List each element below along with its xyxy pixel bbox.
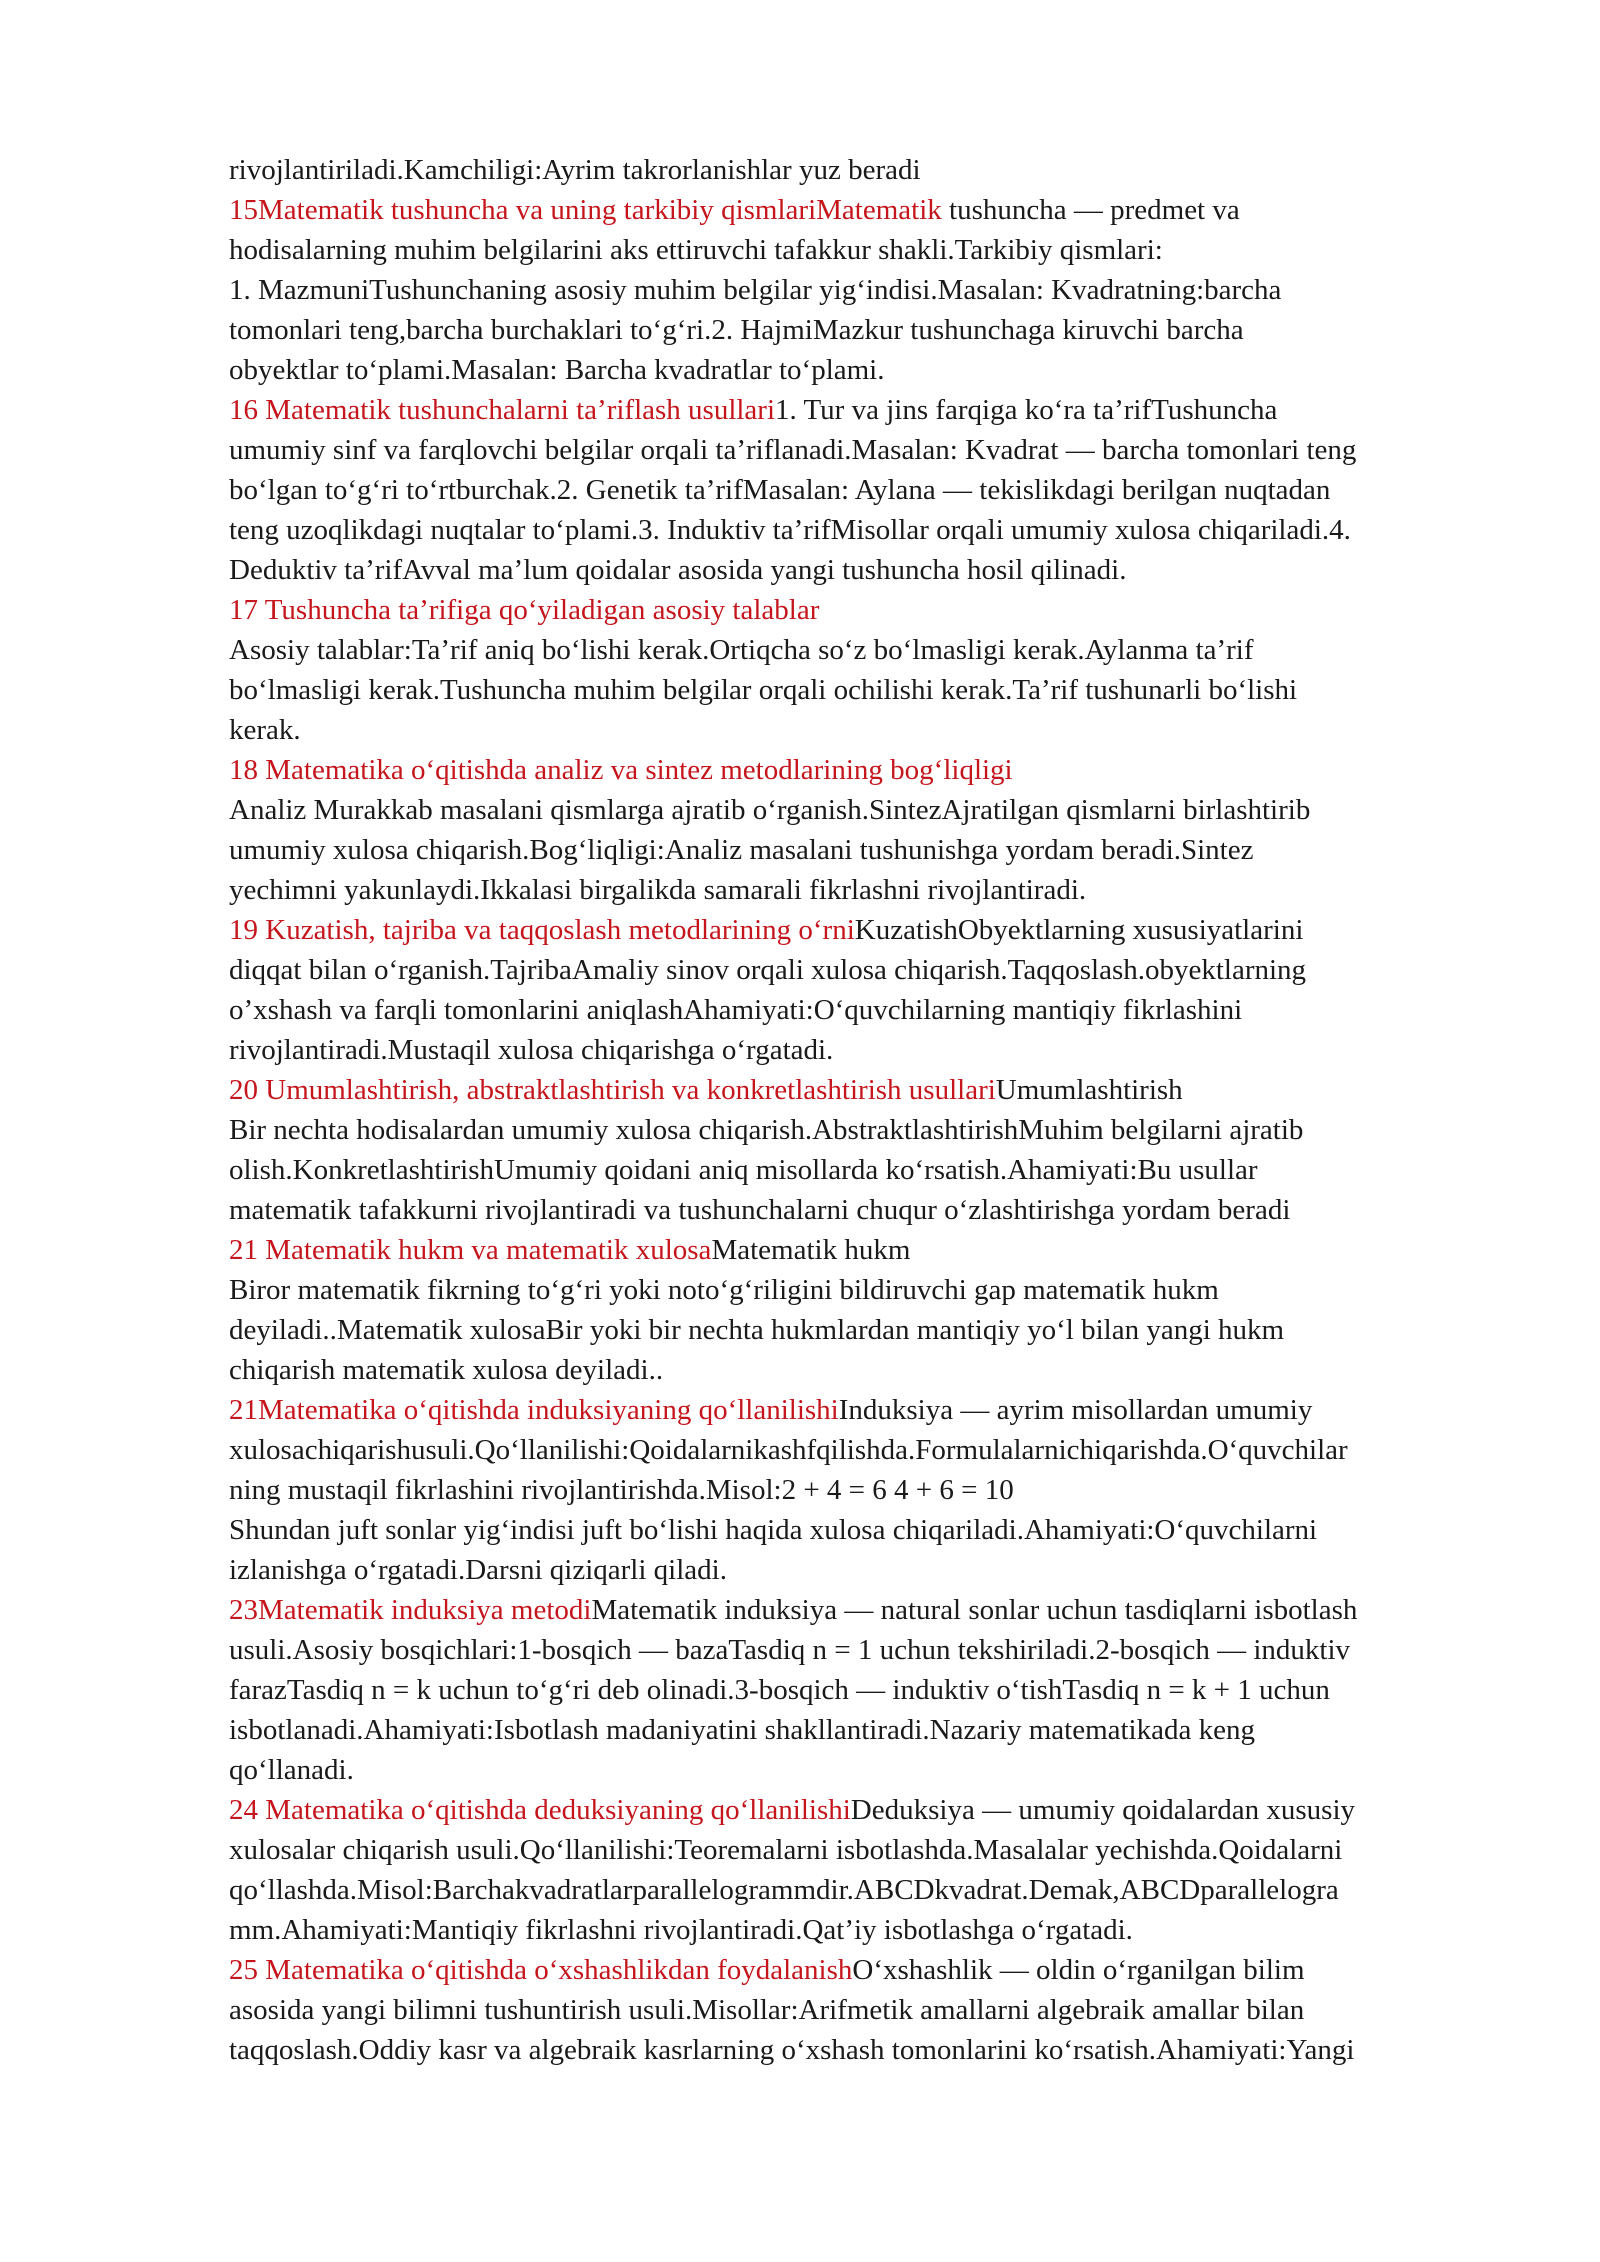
body-text: diqqat bilan o‘rganish.TajribaAmaliy sinov orqali xulosa chiqarish.Taqqoslash.obyektlarning	[229, 954, 1307, 986]
text-line	[229, 1310, 1589, 1350]
text-line	[229, 950, 1589, 990]
section-heading: 19 Kuzatish, tajriba va taqqoslash metodlarining o‘rni	[229, 914, 855, 946]
body-text: Matematik hukm	[711, 1234, 911, 1266]
body-text: Matematik induksiya — natural sonlar uchun tasdiqlarni isbotlash	[591, 1594, 1358, 1626]
text-line	[229, 1270, 1589, 1310]
text-line	[229, 990, 1589, 1030]
body-text: Biror matematik fikrning to‘g‘ri yoki noto‘g‘riligini bildiruvchi gap matematik hukm	[229, 1274, 1219, 1306]
section-heading: 24 Matematika o‘qitishda deduksiyaning qo‘llanilishi	[229, 1794, 851, 1826]
text-line	[229, 1030, 1589, 1070]
text-line	[229, 1470, 1589, 1510]
section-heading: 21Matematika o‘qitishda induksiyaning qo‘llanilishi	[229, 1394, 839, 1426]
text-line	[229, 270, 1589, 310]
body-text: tushuncha — predmet va	[941, 194, 1240, 226]
text-line	[229, 710, 1589, 750]
text-line	[229, 350, 1589, 390]
body-text: Deduktiv ta’rifAvval ma’lum qoidalar asosida yangi tushuncha hosil qilinadi.	[229, 554, 1127, 586]
body-text: Umumlashtirish	[995, 1074, 1183, 1106]
body-text: O‘xshashlik — oldin o‘rganilgan bilim	[852, 1954, 1305, 1986]
section-heading: 17 Tushuncha ta’rifiga qo‘yiladigan asosiy talablar	[229, 594, 820, 626]
body-text: bo‘lmasligi kerak.Tushuncha muhim belgilar orqali ochilishi kerak.Ta’rif tushunarli bo‘lishi	[229, 674, 1298, 706]
body-text: qo‘llanadi.	[229, 1754, 354, 1786]
body-text: farazTasdiq n = k uchun to‘g‘ri deb olinadi.3-bosqich — induktiv o‘tishTasdiq n = k + 1 uchun	[229, 1674, 1330, 1706]
section-heading: 20 Umumlashtirish, abstraktlashtirish va konkretlashtirish usullari	[229, 1074, 996, 1106]
text-line	[229, 1990, 1589, 2030]
text-line	[229, 830, 1589, 870]
text-line	[229, 1950, 1589, 1990]
text-line	[229, 1590, 1589, 1630]
section-heading: 21 Matematik hukm va matematik xulosa	[229, 1234, 712, 1266]
text-line	[229, 630, 1589, 670]
body-text: Bir nechta hodisalardan umumiy xulosa chiqarish.AbstraktlashtirishMuhim belgilarni ajratib	[229, 1114, 1304, 1146]
body-text: yechimni yakunlaydi.Ikkalasi birgalikda samarali fikrlashni rivojlantiradi.	[229, 874, 1087, 906]
text-line	[229, 430, 1589, 470]
body-text: kerak.	[229, 714, 301, 746]
text-line	[229, 1070, 1589, 1110]
text-line	[229, 470, 1589, 510]
text-line	[229, 1750, 1589, 1790]
text-line	[229, 2030, 1589, 2070]
text-line	[229, 1150, 1589, 1190]
body-text: matematik tafakkurni rivojlantiradi va tushunchalarni chuqur o‘zlashtirishga yordam beradi	[229, 1194, 1291, 1226]
body-text: ning mustaqil fikrlashini rivojlantirishda.Misol:2 + 4 = 6 4 + 6 = 10	[229, 1474, 1014, 1506]
text-line	[229, 1670, 1589, 1710]
body-text: umumiy sinf va farqlovchi belgilar orqali ta’riflanadi.Masalan: Kvadrat — barcha tomonlari teng	[229, 434, 1357, 466]
text-line	[229, 1190, 1589, 1230]
text-line	[229, 1230, 1589, 1270]
body-text: Shundan juft sonlar yig‘indisi juft bo‘lishi haqida xulosa chiqariladi.Ahamiyati:O‘quvchilarni	[229, 1514, 1318, 1546]
text-line	[229, 1870, 1589, 1910]
body-text: Analiz Murakkab masalani qismlarga ajratib o‘rganish.SintezAjratilgan qismlarni birlashtirib	[229, 794, 1311, 826]
body-text: xulosalar chiqarish usuli.Qo‘llanilishi:Teoremalarni isbotlashda.Masalalar yechishda.Qoidalarni	[229, 1834, 1343, 1866]
body-text: umumiy xulosa chiqarish.Bog‘liqligi:Analiz masalani tushunishga yordam beradi.Sintez	[229, 834, 1254, 866]
text-line	[229, 1110, 1589, 1150]
body-text: xulosachiqarishusuli.Qo‘llanilishi:Qoidalarnikashfqilishda.Formulalarnichiqarishda.O‘quvchilar	[229, 1434, 1348, 1466]
body-text: obyektlar to‘plami.Masalan: Barcha kvadratlar to‘plami.	[229, 354, 885, 386]
text-line	[229, 910, 1589, 950]
body-text: rivojlantiriladi.Kamchiligi:Ayrim takrorlanishlar yuz beradi	[229, 154, 921, 186]
body-text: bo‘lgan to‘g‘ri to‘rtburchak.2. Genetik ta’rifMasalan: Aylana — tekislikdagi berilgan nuqtadan	[229, 474, 1331, 506]
text-line	[229, 1350, 1589, 1390]
text-line	[229, 1550, 1589, 1590]
text-line	[229, 550, 1589, 590]
body-text: usuli.Asosiy bosqichlari:1-bosqich — bazaTasdiq n = 1 uchun tekshiriladi.2-bosqich — induktiv	[229, 1634, 1351, 1666]
body-text: KuzatishObyektlarning xususiyatlarini	[854, 914, 1304, 946]
text-line	[229, 390, 1589, 430]
body-text: isbotlanadi.Ahamiyati:Isbotlash madaniyatini shakllantiradi.Nazariy matematikada keng	[229, 1714, 1255, 1746]
body-text: rivojlantiradi.Mustaqil xulosa chiqarishga o‘rgatadi.	[229, 1034, 834, 1066]
body-text: chiqarish matematik xulosa deyiladi..	[229, 1354, 664, 1386]
section-heading: 18 Matematika o‘qitishda analiz va sintez metodlarining bog‘liqligi	[229, 754, 1013, 786]
text-line	[229, 1510, 1589, 1550]
body-text: o’xshash va farqli tomonlarini aniqlashAhamiyati:O‘quvchilarning mantiqiy fikrlashini	[229, 994, 1243, 1026]
document-page	[229, 150, 1589, 2070]
text-line	[229, 1390, 1589, 1430]
section-heading: 15Matematik tushuncha va uning tarkibiy qismlariMatematik	[229, 194, 942, 226]
body-text: tomonlari teng,barcha burchaklari to‘g‘ri.2. HajmiMazkur tushunchaga kiruvchi barcha	[229, 314, 1244, 346]
body-text: taqqoslash.Oddiy kasr va algebraik kasrlarning o‘xshash tomonlarini ko‘rsatish.Ahamiyati:Yangi	[229, 2034, 1355, 2066]
text-line	[229, 190, 1589, 230]
text-line	[229, 870, 1589, 910]
text-line	[229, 510, 1589, 550]
body-text: olish.KonkretlashtirishUmumiy qoidani aniq misollarda ko‘rsatish.Ahamiyati:Bu usullar	[229, 1154, 1258, 1186]
body-text: izlanishga o‘rgatadi.Darsni qiziqarli qiladi.	[229, 1554, 727, 1586]
text-line	[229, 310, 1589, 350]
text-line	[229, 1790, 1589, 1830]
body-text: 1. Tur va jins farqiga ko‘ra ta’rifTushuncha	[775, 394, 1278, 426]
body-text: 1. MazmuniTushunchaning asosiy muhim belgilar yig‘indisi.Masalan: Kvadratning:barcha	[229, 274, 1282, 306]
text-line	[229, 1830, 1589, 1870]
body-text: Deduksiya — umumiy qoidalardan xususiy	[850, 1794, 1356, 1826]
body-text: mm.Ahamiyati:Mantiqiy fikrlashni rivojlantiradi.Qat’iy isbotlashga o‘rgatadi.	[229, 1914, 1133, 1946]
section-heading: 23Matematik induksiya metodi	[229, 1594, 592, 1626]
text-line	[229, 750, 1589, 790]
body-text: asosida yangi bilimni tushuntirish usuli.Misollar:Arifmetik amallarni algebraik amallar bilan	[229, 1994, 1305, 2026]
body-text: Asosiy talablar:Ta’rif aniq bo‘lishi kerak.Ortiqcha so‘z bo‘lmasligi kerak.Aylanma ta’rif	[229, 634, 1254, 666]
text-line	[229, 1910, 1589, 1950]
text-line	[229, 1630, 1589, 1670]
body-text: deyiladi..Matematik xulosaBir yoki bir nechta hukmlardan mantiqiy yo‘l bilan yangi hukm	[229, 1314, 1285, 1346]
text-line	[229, 1710, 1589, 1750]
text-line	[229, 790, 1589, 830]
body-text: Induksiya — ayrim misollardan umumiy	[838, 1394, 1313, 1426]
body-text: teng uzoqlikdagi nuqtalar to‘plami.3. Induktiv ta’rifMisollar orqali umumiy xulosa chiqariladi.4.	[229, 514, 1351, 546]
section-heading: 16 Matematik tushunchalarni ta’riflash usullari	[229, 394, 776, 426]
body-text: hodisalarning muhim belgilarini aks ettiruvchi tafakkur shakli.Tarkibiy qismlari:	[229, 234, 1163, 266]
text-line	[229, 230, 1589, 270]
text-line	[229, 590, 1589, 630]
body-text: qo‘llashda.Misol:Barchakvadratlarparallelogrammdir.ABCDkvadrat.Demak,ABCDparallelogra	[229, 1874, 1339, 1906]
section-heading: 25 Matematika o‘qitishda o‘xshashlikdan foydalanish	[229, 1954, 853, 1986]
text-line	[229, 1430, 1589, 1470]
text-line	[229, 670, 1589, 710]
text-line	[229, 150, 1589, 190]
